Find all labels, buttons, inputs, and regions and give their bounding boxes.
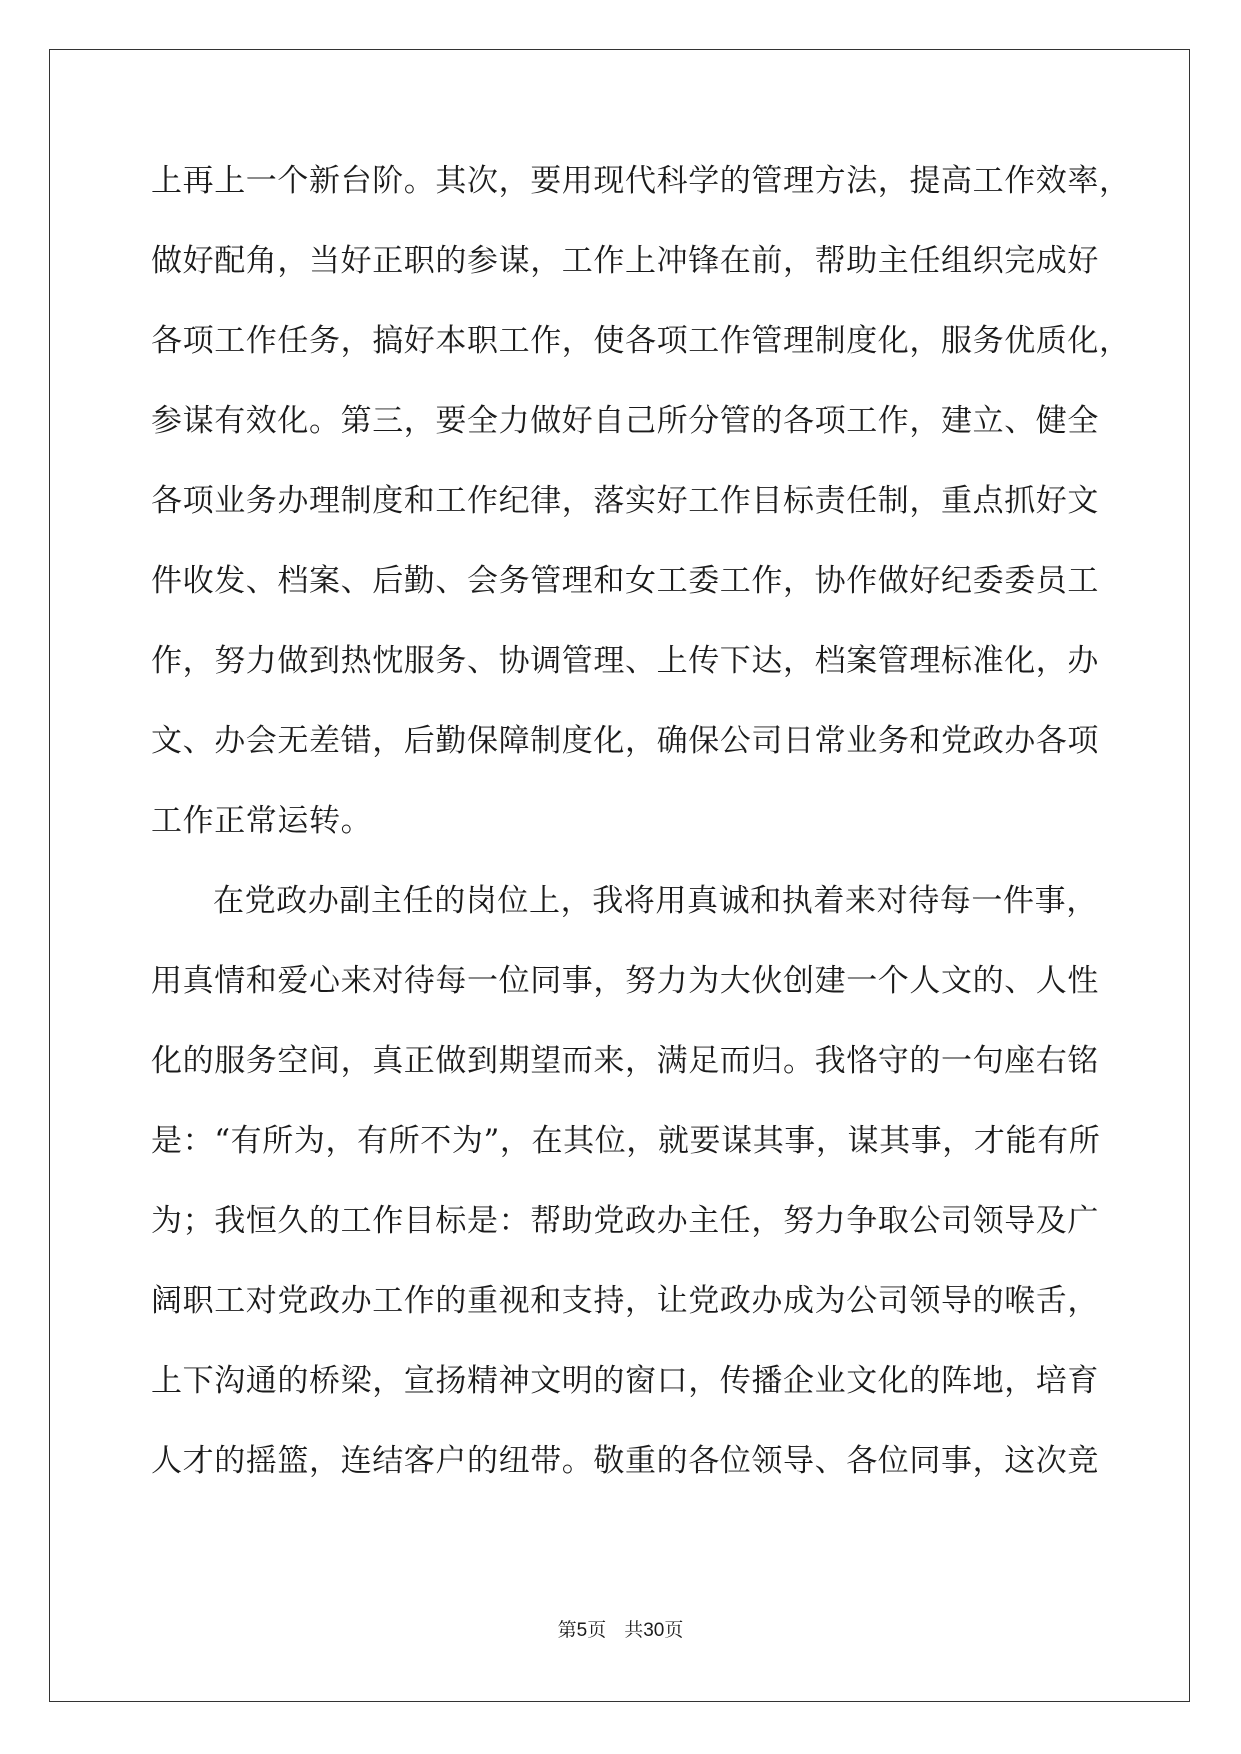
text-line: 人才的摇篮，连结客户的纽带。敬重的各位领导、各位同事，这次竞 [151,1443,1099,1479]
text-line: 是：“有所为，有所不为”，在其位，就要谋其事，谋其事，才能有所 [151,1123,1101,1159]
text-line: 上再上一个新台阶。其次，要用现代科学的管理方法，提高工作效率， [151,163,1131,199]
footer-prefix: 第 [557,1619,577,1641]
text-line: 作，努力做到热忱服务、协调管理、上传下达，档案管理标准化，办 [151,643,1099,679]
footer-total-prefix: 共 [624,1619,644,1641]
text-line: 为；我恒久的工作目标是：帮助党政办主任，努力争取公司领导及广 [151,1203,1099,1239]
footer-page-suffix: 页 [587,1619,607,1641]
page-number: 5 [576,1620,588,1641]
text-line: 阔职工对党政办工作的重视和支持，让党政办成为公司领导的喉舌， [151,1283,1099,1319]
paragraph-first-line: 在党政办副主任的岗位上，我将用真诚和执着来对待每一件事， [213,883,1098,919]
text-line: 上下沟通的桥梁，宣扬精神文明的窗口，传播企业文化的阵地，培育 [151,1363,1099,1399]
total-pages: 30 [643,1620,665,1641]
document-body [151,161,1131,1521]
text-line: 件收发、档案、后勤、会务管理和女工委工作，协作做好纪委委员工 [151,563,1099,599]
text-line: 各项业务办理制度和工作纪律，落实好工作目标责任制，重点抓好文 [151,483,1099,519]
text-line: 化的服务空间，真正做到期望而来，满足而归。我恪守的一句座右铭 [151,1043,1099,1079]
text-line: 做好配角，当好正职的参谋，工作上冲锋在前，帮助主任组织完成好 [151,243,1099,279]
text-line: 工作正常运转。 [151,803,373,839]
text-line: 参谋有效化。第三，要全力做好自己所分管的各项工作，建立、健全 [151,403,1099,439]
text-line: 各项工作任务，搞好本职工作，使各项工作管理制度化，服务优质化， [151,323,1131,359]
text-line: 文、办会无差错，后勤保障制度化，确保公司日常业务和党政办各项 [151,723,1099,759]
text-line: 用真情和爱心来对待每一位同事，努力为大伙创建一个人文的、人性 [151,963,1099,999]
page-footer [0,1618,1241,1643]
footer-total-suffix: 页 [664,1619,684,1641]
